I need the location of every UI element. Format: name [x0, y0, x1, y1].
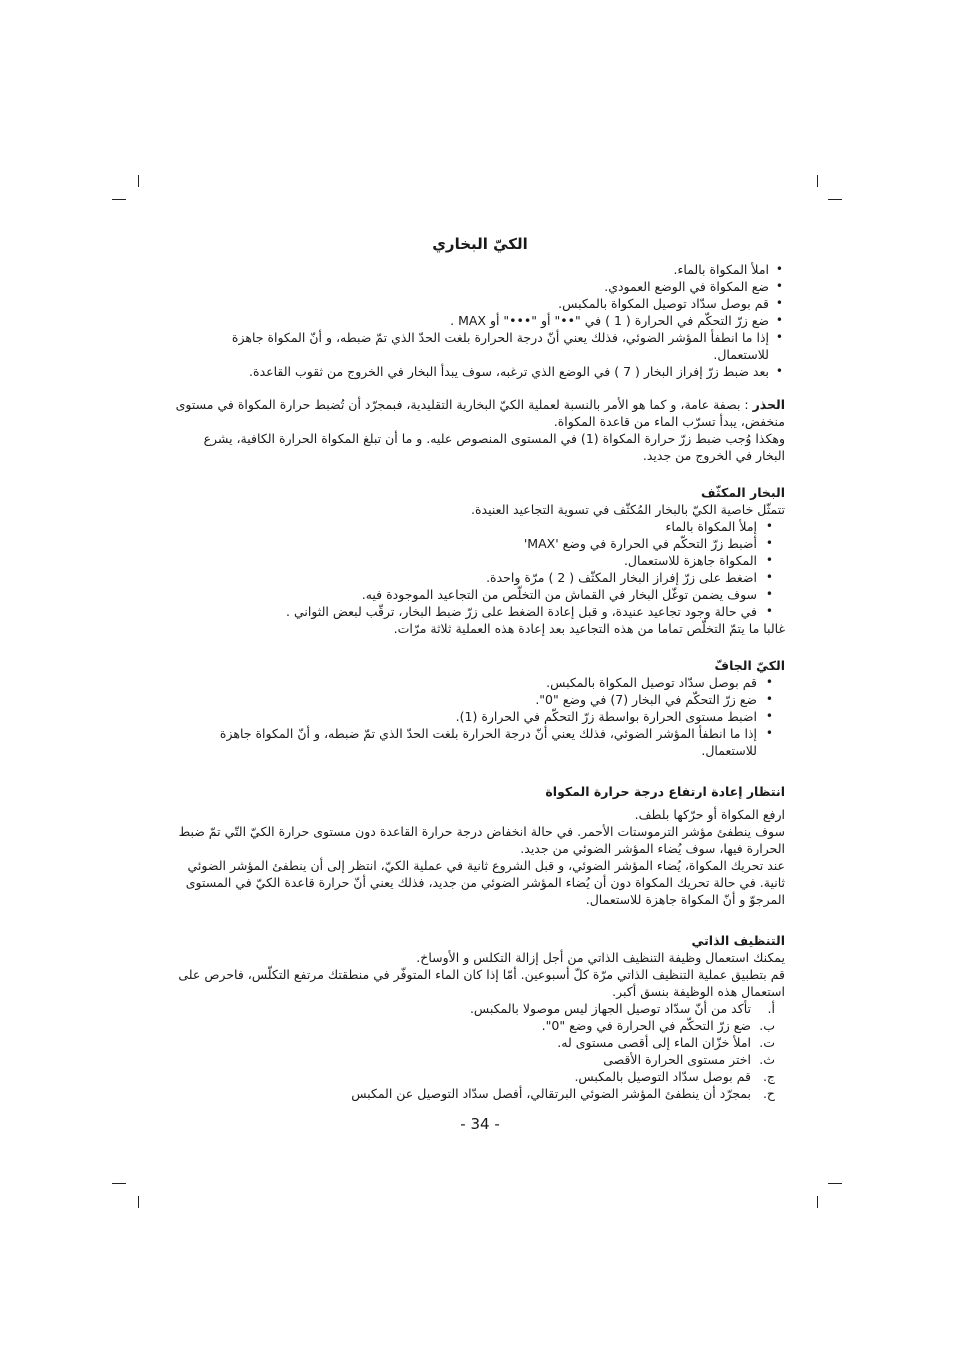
step-text: بمجرّد أن ينطفئ المؤشر الضوئي البرتقالي، أفصل سدّاد التوصيل عن المكبس: [351, 1086, 751, 1101]
section-steam-ironing: [175, 236, 785, 464]
step-marker: أ.: [767, 1001, 775, 1016]
step-item: [175, 1085, 775, 1102]
paragraph: يمكنك استعمال وظيفة التنظيف الذاتي من أجل إزالة التكلس و الأوساخ.: [416, 950, 785, 965]
step-marker: ج.: [762, 1069, 775, 1084]
list-item: • سوف يضمن توغّل البخار في القماش من التخلّص من التجاعيد الموجودة فيه.: [175, 586, 757, 603]
crop-mark-bottom-left-v: [138, 1196, 139, 1208]
step-item: [175, 1068, 775, 1085]
self-clean-steps: [175, 1000, 785, 1102]
list-item: • قم بوصل سدّاد توصيل المكواة بالمكبس.: [175, 674, 757, 691]
crop-mark-top-left-v: [138, 175, 139, 187]
paragraph: قم بتطبيق عملية التنظيف الذاتي مرّة كلّ أسبوعين. أمّا إذا كان الماء المتوفّر في منطقتك مرتفع التكلّس، فاحرص على استعمال هذه الوظيفة بنسق أكبر.: [178, 967, 785, 999]
section-burst-steam: [175, 484, 785, 637]
step-marker: ث.: [759, 1052, 775, 1067]
step-text: اختر مستوى الحرارة الأقصى: [603, 1052, 751, 1067]
crop-mark-bottom-left-h: [112, 1183, 126, 1184]
step-text: قم بوصل سدّاد التوصيل بالمكبس.: [574, 1069, 751, 1084]
section-self-clean: [175, 932, 785, 1102]
list-item: • أضبط زرّ التحكّم في الحرارة في وضع 'MAX': [175, 535, 757, 552]
section-outro: غالبا ما يتمّ التخلّص تماما من هذه التجاعيد بعد إعادة هذه العملية ثلاثة مرّات.: [393, 621, 785, 636]
dry-list: [175, 674, 785, 759]
step-marker: ت.: [759, 1035, 775, 1050]
section-dry-ironing: [175, 657, 785, 759]
page-number: - 34 -: [460, 1115, 500, 1133]
warning-text: : بصفة عامة، و كما هو الأمر بالنسبة لعملية الكيّ البخارية التقليدية، فبمجرّد أن تُضبط حرارة المكواة في مستوى منخفض، يبدأ تسرّب الماء من قاعدة المكواة.: [175, 397, 785, 429]
step-marker: ح.: [762, 1086, 775, 1101]
step-text: تأكد من أنّ سدّاد توصيل الجهاز ليس موصولا بالمكبس.: [469, 1001, 751, 1016]
list-item: • قم بوصل سدّاد توصيل المكواة بالمكبس.: [175, 295, 769, 312]
crop-mark-bottom-right-v: [817, 1196, 818, 1208]
warning-text-2: وهكذا وُجب ضبط زرّ حرارة المكواة (1) في المستوى المنصوص عليه. و ما أن تبلغ المكواة الحرارة الكافية، يشرع البخار في الخروج من جديد.: [203, 431, 785, 463]
crop-mark-top-left-h: [112, 199, 126, 200]
section-title: الكيّ البخاري: [432, 235, 528, 253]
step-item: [175, 1051, 775, 1068]
list-item: • المكواة جاهزة للاستعمال.: [175, 552, 757, 569]
list-item: • إذا ما انطفأ المؤشر الضوئي، فذلك يعني أنّ درجة الحرارة بلغت الحدّ الذي تمّ ضبطه، و أنّ المكواة جاهزة للاستعمال.: [175, 725, 757, 759]
paragraph: ارفع المكواة أو حرّكها بلطف.: [634, 807, 785, 822]
step-item: [175, 1034, 775, 1051]
section-title: انتظار إعادة ارتفاع درجة حرارة المكواة: [545, 784, 785, 799]
list-item: • في حالة وجود تجاعيد عنيدة، و قبل إعادة الضغط على زرّ ضبط البخار، ترقّب لبعض الثواني .: [175, 603, 757, 620]
step-item: [175, 1017, 775, 1034]
section-title: البخار المكثّف: [701, 485, 785, 500]
section-intro: تتمثّل خاصية الكيّ بالبخار المُكثّف في تسوية التجاعيد العنيدة.: [471, 502, 785, 517]
document-page: [175, 236, 785, 1133]
list-item: • املأ المكواة بالماء.: [175, 261, 769, 278]
list-item: • اضبط مستوى الحرارة بواسطة زرّ التحكّم في الحرارة (1).: [175, 708, 757, 725]
burst-list: [175, 518, 785, 620]
crop-mark-bottom-right-h: [828, 1183, 842, 1184]
list-item: • إملأ المكواة بالماء: [175, 518, 757, 535]
crop-mark-top-right-h: [828, 199, 842, 200]
list-item: • ضع المكواة في الوضع العمودي.: [175, 278, 769, 295]
steam-list: [175, 261, 785, 380]
paragraph: سوف ينطفئ مؤشر الترموستات الأحمر. في حالة انخفاض درجة حرارة القاعدة دون مستوى حرارة الكيّ التّي تمّ ضبط الحرارة فيها، سوف يُضاء المؤشر الضوئي من جديد.: [178, 824, 785, 856]
list-item: • بعد ضبط زرّ إفراز البخار ( 7 ) في الوضع الذي ترغبه، سوف يبدأ البخار في الخروج من ثقوب القاعدة.: [175, 363, 769, 380]
step-text: ضع زرّ التحكّم في الحرارة في وضع "0".: [541, 1018, 751, 1033]
list-item: • اضغط على زرّ إفراز البخار المكثّف ( 2 ) مرّة واحدة.: [175, 569, 757, 586]
crop-mark-top-right-v: [817, 175, 818, 187]
list-item: • إذا ما انطفأ المؤشر الضوئي، فذلك يعني أنّ درجة الحرارة بلغت الحدّ الذي تمّ ضبطه، و أنّ المكواة جاهزة للاستعمال.: [175, 329, 769, 363]
paragraph: عند تحريك المكواة، يُضاء المؤشر الضوئي، و قبل الشروع ثانية في عملية الكيّ، انتظر إلى أن ينطفئ المؤشر الضوئي ثانية. في حالة تحريك المكواة دون أن يُضاء المؤشر الضوئي من جديد، فذلك يعني أنّ حرارة قاعدة الكيّ في المستوى المرجوّ و أنّ المكواة جاهزة للاستعمال.: [185, 858, 785, 907]
list-item: • ضع زرّ التحكّم في الحرارة ( 1 ) في "••" أو "•••" أو MAX .: [175, 312, 769, 329]
section-title: الكيّ الجافّ: [714, 658, 785, 673]
step-text: املأ خزّان الماء إلى أقصى مستوى له.: [557, 1035, 751, 1050]
section-title: التنظيف الذاتي: [691, 933, 785, 948]
warning-note: [175, 396, 785, 464]
warning-label: الحذر: [752, 397, 785, 412]
list-item: • ضع زرّ التحكّم في البخار (7) في وضع "0".: [175, 691, 757, 708]
step-marker: ب.: [759, 1018, 775, 1033]
step-item: [175, 1000, 775, 1017]
section-reheat: [175, 783, 785, 908]
